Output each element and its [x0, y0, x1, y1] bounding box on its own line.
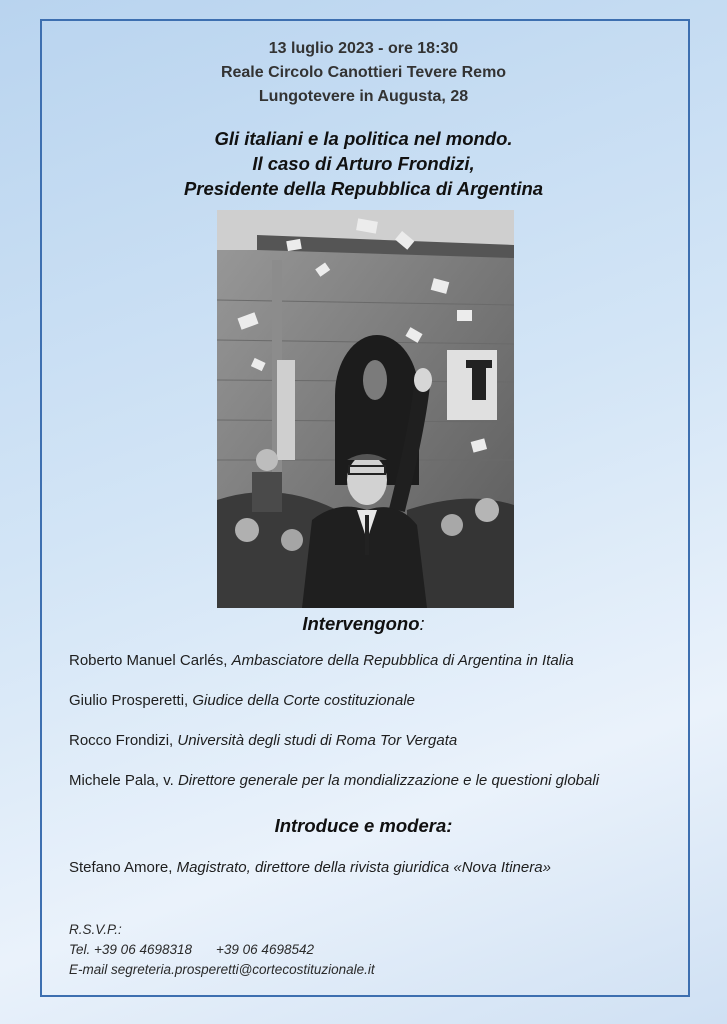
phone-link-2[interactable]: +39 06 4698542: [216, 942, 314, 957]
email-link[interactable]: segreteria.prosperetti@cortecostituzionale.it: [111, 962, 375, 977]
speaker-role: Direttore generale per la mondializzazione e le questioni globali: [177, 772, 600, 789]
rsvp-label: R.S.V.P.:: [69, 922, 122, 937]
event-address: Lungotevere in Augusta, 28: [258, 88, 469, 105]
speaker-role: Università degli studi di Roma Tor Vergata: [177, 732, 458, 749]
event-date-time: 13 luglio 2023 - ore 18:30: [268, 40, 459, 57]
speakers-heading: Intervengono:: [302, 613, 425, 634]
speaker-item: [69, 732, 457, 749]
event-title: [0, 126, 727, 201]
moderator-item: [69, 859, 551, 876]
moderator-role: Magistrato, direttore della rivista giuridica «Nova Itinera»: [176, 859, 551, 876]
speaker-item: [69, 692, 415, 709]
rsvp-block: [69, 920, 375, 980]
speaker-name: Rocco Frondizi,: [69, 732, 178, 749]
moderator-name: Stefano Amore,: [69, 859, 177, 876]
title-line-1: Gli italiani e la politica nel mondo.: [214, 128, 513, 149]
speaker-item: [69, 652, 574, 669]
title-line-2: Il caso di Arturo Frondizi,: [252, 153, 475, 174]
speaker-role: Ambasciatore della Repubblica di Argentina in Italia: [231, 652, 574, 669]
speaker-role: Giudice della Corte costituzionale: [192, 692, 416, 709]
moderator-heading: Introduce e modera:: [274, 815, 453, 836]
rsvp-phones: Tel. +39 06 4698318 +39 06 4698542: [69, 942, 314, 957]
speaker-name: Michele Pala, v.: [69, 772, 178, 789]
phone-link-1[interactable]: +39 06 4698318: [94, 942, 193, 957]
rsvp-email: E-mail segreteria.prosperetti@cortecostituzionale.it: [69, 962, 375, 977]
speaker-name: Roberto Manuel Carlés,: [69, 652, 232, 669]
event-venue: Reale Circolo Canottieri Tevere Remo: [220, 64, 507, 81]
title-line-3: Presidente della Repubblica di Argentina: [183, 178, 544, 199]
speaker-item: [69, 772, 599, 789]
speaker-name: Giulio Prosperetti,: [69, 692, 193, 709]
historical-photo: [217, 210, 514, 608]
event-header: [0, 37, 727, 109]
